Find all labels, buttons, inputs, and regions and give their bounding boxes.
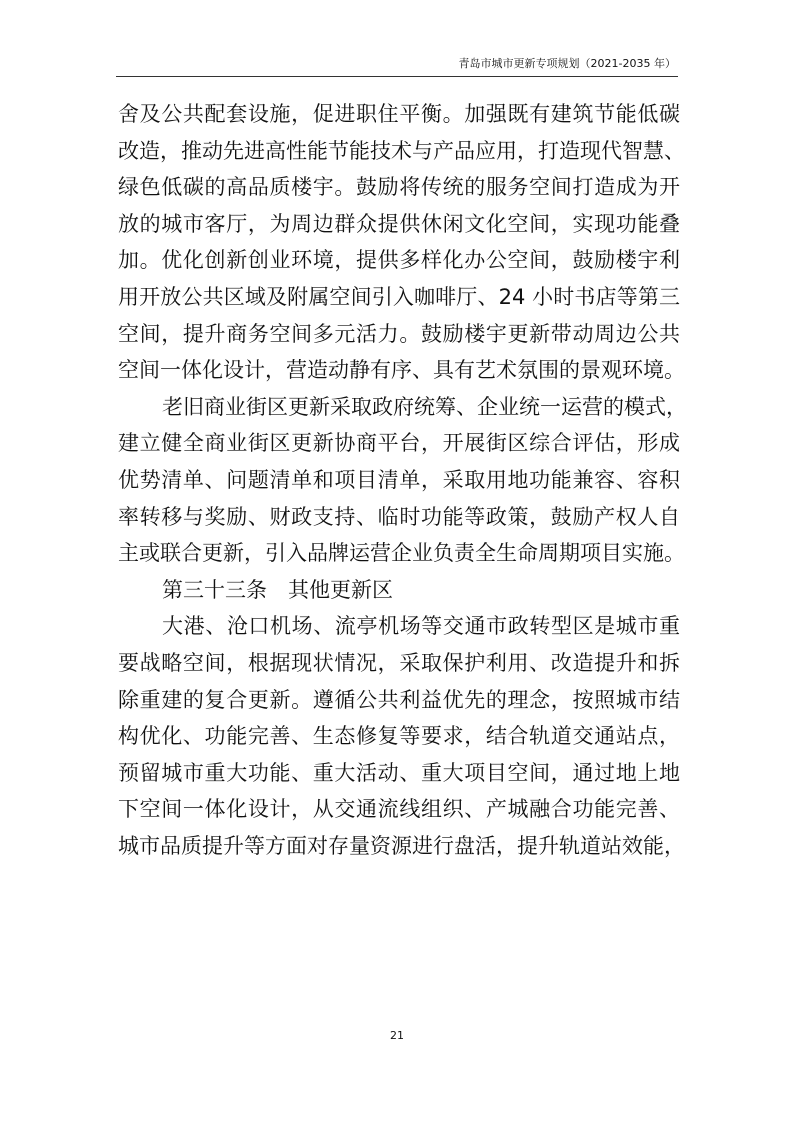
text-line: 预留城市重大功能、重大活动、重大项目空间，通过地上地: [118, 760, 680, 785]
text-line: 空间，提升商务空间多元活力。鼓励楼宇更新带动周边公共: [118, 321, 680, 346]
text-line: 舍及公共配套设施，促进职住平衡。加强既有建筑节能低碳: [118, 102, 680, 126]
text-line: 率转移与奖励、财政支持、临时功能等政策，鼓励产权人自: [118, 504, 680, 529]
text-line: 除重建的复合更新。遵循公共利益优先的理念，按照城市结: [118, 687, 680, 712]
text-line: 主或联合更新，引入品牌运营企业负责全生命周期项目实施。: [118, 541, 685, 566]
text-line: 放的城市客厅，为周边群众提供休闲文化空间，实现功能叠: [118, 211, 680, 236]
paragraph-first-line: 老旧商业街区更新采取政府统筹、企业统一运营的模式，: [162, 394, 687, 419]
text-line: 构优化、功能完善、生态修复等要求，结合轨道交通站点，: [118, 724, 680, 749]
page-number: 21: [390, 1029, 404, 1042]
text-line: 下空间一体化设计，从交通流线组织、产城融合功能完善、: [118, 797, 680, 822]
body-text: [118, 96, 687, 864]
text-line: 绿色低碳的高品质楼宇。鼓励将传统的服务空间打造成为开: [118, 175, 680, 200]
text-line: 优势清单、问题清单和项目清单，采取用地功能兼容、容积: [118, 467, 680, 492]
paragraph-first-line: 大港、沧口机场、流亭机场等交通市政转型区是城市重: [162, 614, 680, 639]
text-line: 城市品质提升等方面对存量资源进行盘活，提升轨道站效能，: [118, 833, 685, 858]
text-line: 改造，推动先进高性能节能技术与产品应用，打造现代智慧、: [118, 138, 685, 163]
text-line: 用开放公共区域及附属空间引入咖啡厅、24 小时书店等第三: [118, 284, 680, 309]
page-header: [116, 52, 678, 77]
text-line: 空间一体化设计，营造动静有序、具有艺术氛围的景观环境。: [118, 358, 685, 383]
header-title: 青岛市城市更新专项规划（2021-2035 年）: [458, 57, 676, 70]
text-line: 加。优化创新创业环境，提供多样化办公空间，鼓励楼宇利: [118, 248, 680, 273]
article-heading: 第三十三条 其他更新区: [162, 577, 393, 602]
text-line: 要战略空间，根据现状情况，采取保护利用、改造提升和拆: [118, 650, 680, 675]
text-line: 建立健全商业街区更新协商平台，开展街区综合评估，形成: [118, 431, 680, 456]
